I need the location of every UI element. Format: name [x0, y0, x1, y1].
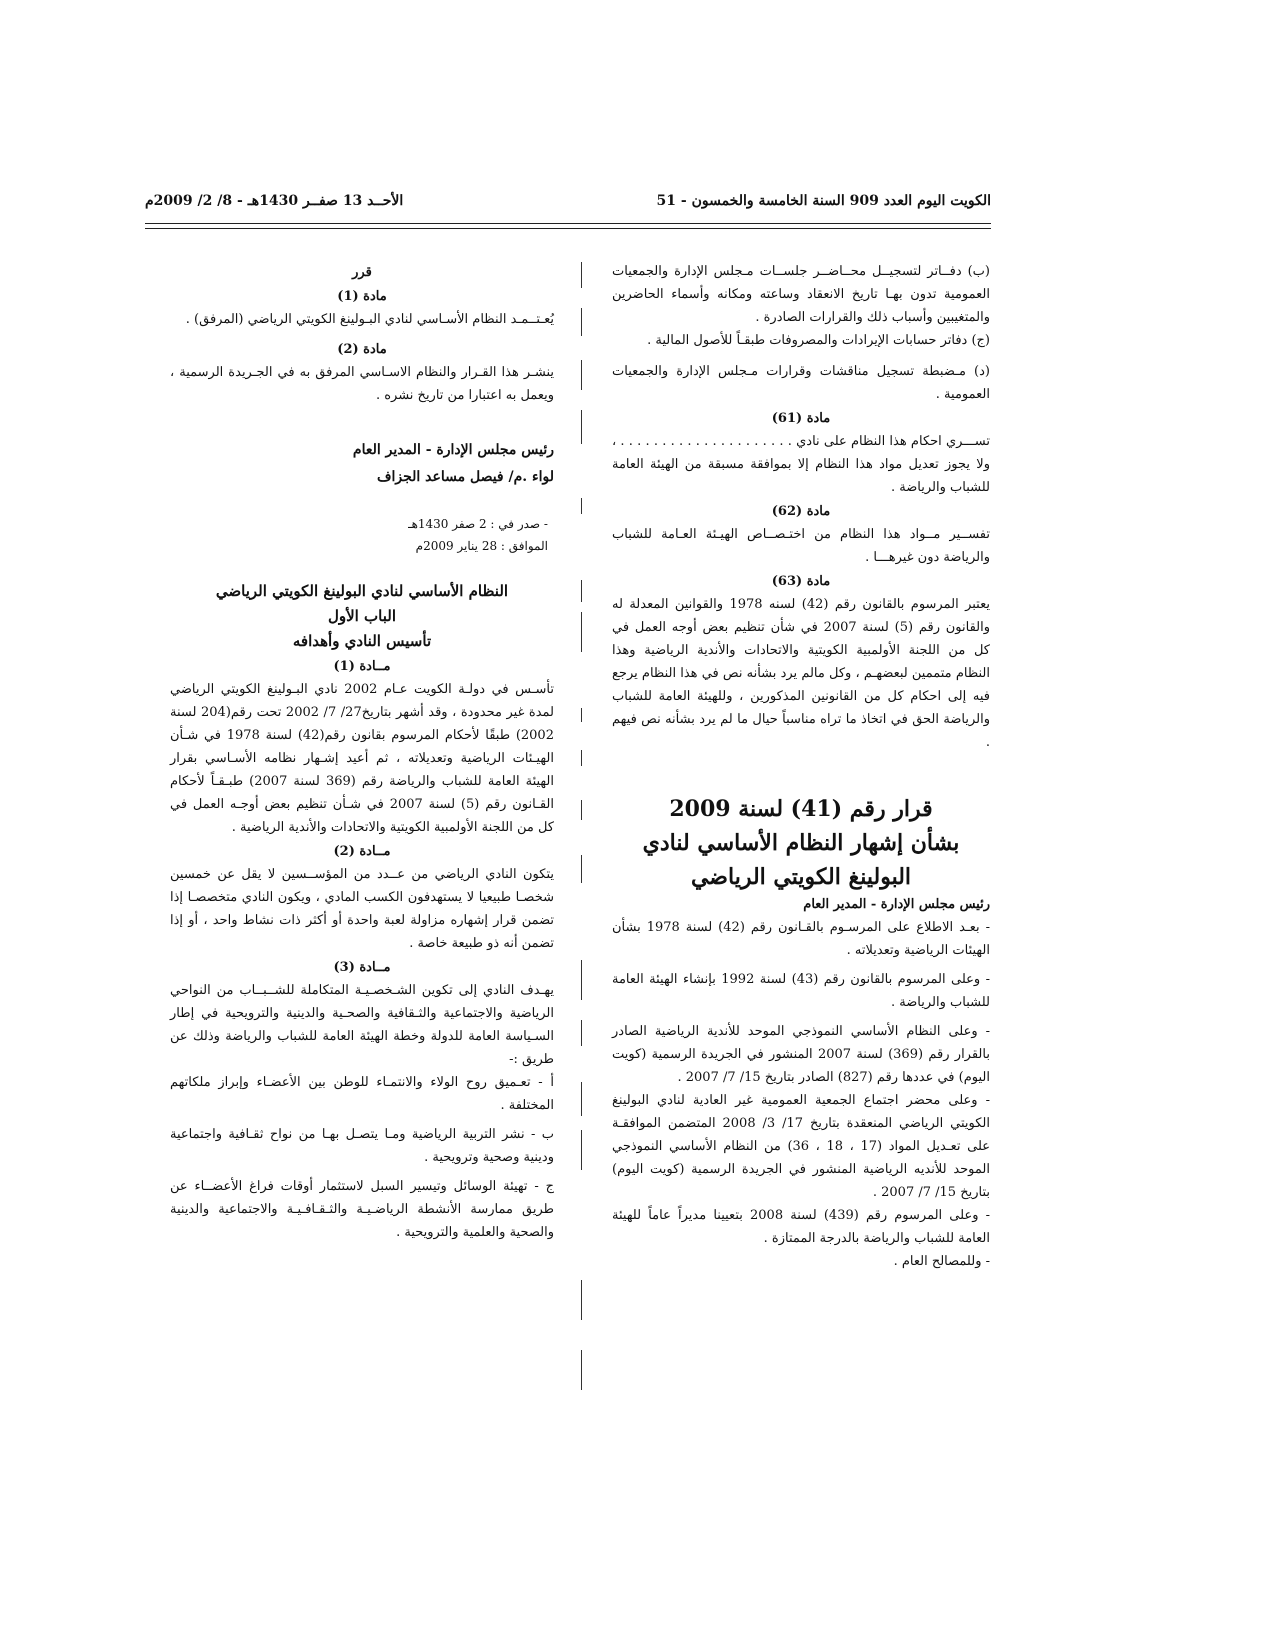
- statute-article-1-text: تأسـس في دولـة الكويت عـام 2002 نادي البـولينغ الكويتي الرياضي لمدة غير محدودة ، وقد أشهر بتاريخ27/ 7/ 2002 تحت رقم(204 لسنة 2002) طبقًا لأحكام المرسوم بقانون رقم(42) لسنة 1978 في شـأن الهيـئات الرياضية وتعديلاته ، ثم أعيد إشـهار نظامه الأسـاسي بقرار الهيئة العامة للشباب والرياضة رقم (369 لسنة 2007) طبـقـاً لأحكام القـانون رقم (5) لسنة 2007 في شـأن تنظيم بعض أوجـه العمل في كل من اللجنة الأولمبية الكويتية والاتحادات والأندية الرياضية .: [170, 682, 555, 835]
- statute-article-3-heading: مــادة (3): [333, 960, 391, 975]
- article-62-heading: مادة (62): [771, 504, 831, 519]
- header-date: الأحــد 13 صفــر 1430هـ - 8/ 2/ 2009م: [145, 193, 404, 209]
- citation-3: - وعلى النظام الأساسي النموذجي الموحد للأندية الرياضية الصادر بالقرار رقم (369) لسنة 2007 المنشور في الجريدة الرسمية (كويت اليوم) في عددها رقم (827) الصادر بتاريخ 15/ 7/ 2007 .: [612, 1024, 990, 1085]
- article-2-text: ينشـر هذا القـرار والنظام الاسـاسي المرفق به في الجـريدة الرسمية ، ويعمل به اعتبارا من تاريخ نشره .: [170, 365, 554, 403]
- paragraph-j: (ج) دفاتر حسابات الإيرادات والمصروفات طبقـاً للأصول المالية .: [647, 333, 990, 348]
- citation-2: - وعلى المرسوم بالقانون رقم (43) لسنة 1992 بإنشاء الهيئة العامة للشباب والرياضة .: [612, 972, 990, 1010]
- goal-c: ج - تهيئة الوسائل وتيسير السبل لاستثمار أوقات فراغ الأعضــاء عن طريق ممارسة الأنشطة الرياضـيـة والثـقـافـيـة والاجتماعية والدينية والصحية والعلمية والترويحية .: [170, 1179, 554, 1240]
- decree-club-name: البولينغ الكويتي الرياضي: [690, 864, 912, 890]
- goal-a: أ - تعـميق روح الولاء والانتمـاء للوطن بين الأعضـاء وإبراز ملكاتهم المختلفة .: [170, 1075, 554, 1113]
- decree-subject: بشأن إشهار النظام الأساسي لنادي: [642, 830, 960, 856]
- article-61-heading: مادة (61): [771, 411, 831, 426]
- signatory-name: لواء .م/ فيصل مساعد الجزاف: [376, 469, 554, 485]
- decision-heading: قرر: [352, 265, 372, 280]
- paragraph-b: (ب) دفــاتر لتسجيــل محــاضــر جلســات مـجلس الإدارة والجمعيات العمومية تدون بهـا تاريخ الانعقاد وساعته ومكانه وأسماء الحاضرين والمتغيبين وأسباب ذلك والقرارات الصادرة .: [612, 264, 990, 325]
- statute-article-2-heading: مــادة (2): [333, 844, 391, 859]
- article-2-heading: مادة (2): [337, 342, 387, 357]
- page-header: [145, 193, 991, 219]
- chapter-heading: الباب الأول: [327, 607, 397, 625]
- citation-5: - وعلى المرسوم رقم (439) لسنة 2008 بتعيينا مديراً عاماً للهيئة العامة للشباب والرياضة بالدرجة الممتازة .: [612, 1208, 991, 1246]
- goal-b: ب - نشر التربية الرياضية ومـا يتصـل بهـا من نواح ثقـافية واجتماعية ودينية وصحية وترويحية .: [170, 1127, 554, 1165]
- chapter-title: تأسيس النادي وأهدافه: [292, 632, 432, 650]
- citation-4: - وعلى محضر اجتماع الجمعية العمومية غير العادية لنادي البولينغ الكويتي الرياضي المنعقدة بتاريخ 17/ 3/ 2008 المتضمن الموافقـة على تعـديل المواد (17 ، 18 ، 36) من النظام الأساسي النموذجي الموحد للأنديه الرياضية المنشور في الجريدة الرسمية (كويت اليوم) بتاريخ 15/ 7/ 2007 .: [612, 1093, 991, 1200]
- signatory-title: رئيس مجلس الإدارة - المدير العام: [352, 442, 554, 458]
- decree-title: قرار رقم (41) لسنة 2009: [669, 796, 933, 822]
- header-issue-info: الكويت اليوم العدد 909 السنة الخامسة والخمسون - 51: [656, 193, 991, 209]
- header-rule: [145, 223, 991, 224]
- article-63-text: يعتبر المرسوم بالقانون رقم (42) لسنه 1978 والقوانين المعدلة له والقانون رقم (5) لسنة 2007 في شأن تنظيم بعض أوجه العمل في كل من اللجنة الأولمبية الكويتية والاتحادات والأندية الرياضية وهذا النظام متممين لبعضهـم ، وكل مالم يرد بشأنه نص في هذا النظام يرجع فيه إلى احكام كل من القانونين المذكورين ، وللهيئة العامة للشباب والرياضة الحق في اتخاذ ما تراه مناسباً حيال ما لم يرد بشأنه نص فيهم .: [612, 597, 991, 750]
- left-column: [170, 260, 554, 1590]
- paragraph-d: (د) مـضبطة تسجيل مناقشات وقرارات مـجلس الإدارة والجمعيات العمومية .: [612, 364, 990, 402]
- article-1-text: يُعـتــمـد النظام الأسـاسي لنادي البـولينغ الكويتي الرياضي (المرفق) .: [185, 312, 554, 327]
- citation-1: - بعـد الاطلاع على المرسـوم بالقـانون رقم (42) لسنة 1978 بشأن الهيئات الرياضية وتعديلاته .: [612, 920, 990, 958]
- article-63-heading: مادة (63): [771, 574, 831, 589]
- statute-article-2-text: يتكون النادي الرياضي من عــدد من المؤســسين لا يقل عن خمسين شخصـا طبيعيا لا يستهدفون الكسب المادي ، ويكون النادي متخصصـا إذا تضمن قرار إشهاره مزاولة لعبة واحدة أو أكثر ذات نشاط واحد ، أو إذا تضمن أنه ذو طبيعة خاصة .: [170, 867, 554, 951]
- right-column: [612, 260, 990, 1590]
- article-62-text: تفســير مــواد هذا النظام من اختـصــاص الهيـئة العـامة للشباب والرياضة دون غيرهـــا .: [612, 527, 990, 565]
- header-rule-thin: [145, 228, 991, 229]
- corresponding-date: الموافق : 28 يناير 2009م: [415, 539, 548, 553]
- article-61-text: تســـري احكام هذا النظام على نادي . . . . . . . . . . . . . . . . . . . . . ، ولا يجوز تعديل مواد هذا النظام إلا بموافقة مسبقة من الهيئة العامة للشباب والرياضة .: [612, 434, 990, 495]
- citation-6: - وللمصالح العام .: [893, 1254, 990, 1269]
- article-1-heading: مادة (1): [337, 289, 387, 304]
- issued-date: - صدر في : 2 صفر 1430هـ: [408, 517, 548, 531]
- statute-article-1-heading: مــادة (1): [333, 659, 391, 674]
- statute-article-3-text: يهـدف النادي إلى تكوين الشـخصـيـة المتكاملة للشــبــاب من النواحي الرياضية والاجتماعية والثـقافية والصحـية والدينية والترويحية في إطار السـياسة العامة للدولة وخطة الهيئة العامة للشباب والرياضة وذلك عن طريق :-: [170, 983, 554, 1067]
- statute-title: النظام الأساسي لنادي البولينغ الكويتي الرياضي: [215, 582, 509, 600]
- chairman-heading: رئيس مجلس الإدارة - المدير العام: [803, 897, 990, 912]
